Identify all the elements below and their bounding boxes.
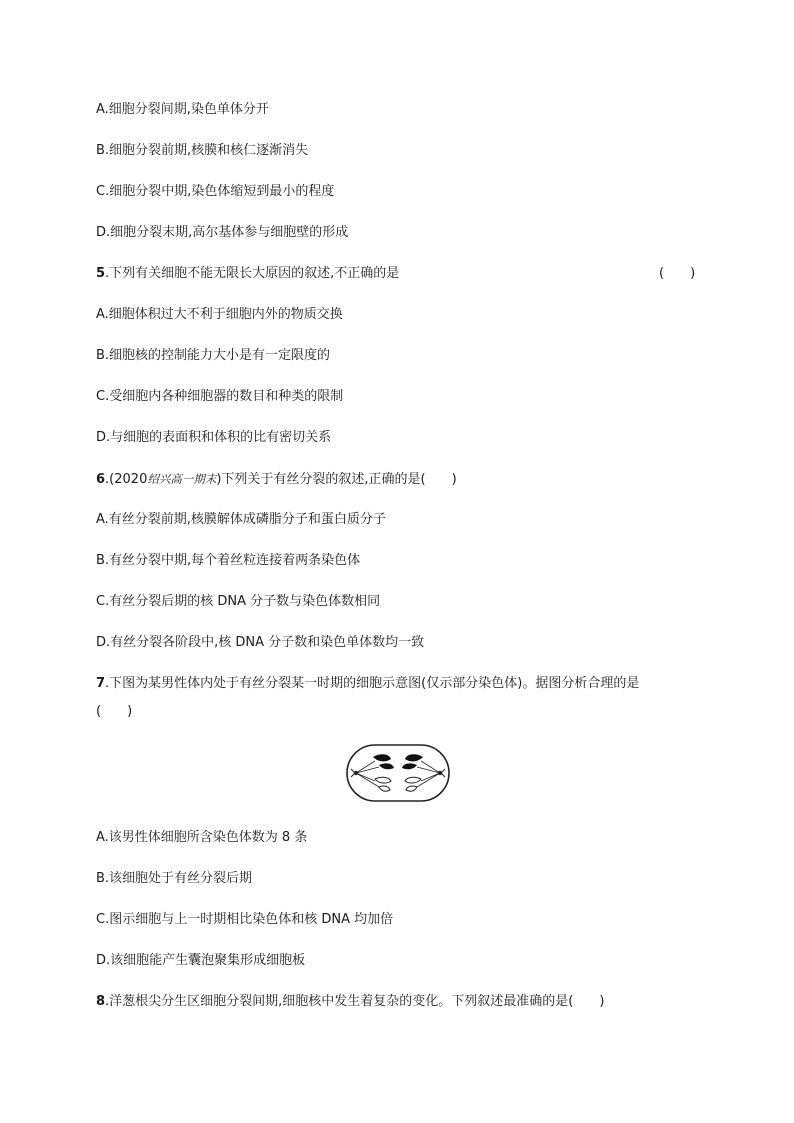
right-spindle bbox=[417, 761, 440, 787]
q5-number: 5 bbox=[96, 266, 106, 281]
left-light-chromosomes bbox=[375, 777, 391, 791]
q6-stem: )下列关于有丝分裂的叙述,正确的是( ) bbox=[216, 472, 457, 487]
q5-option-b: B.细胞核的控制能力大小是有一定限度的 bbox=[96, 348, 331, 363]
q6-option-b: B.有丝分裂中期,每个着丝粒连接着两条染色体 bbox=[96, 553, 361, 568]
q5-answer-bracket: ( ) bbox=[659, 266, 696, 281]
q7-number: 7 bbox=[96, 676, 106, 691]
q5-option-a: A.细胞体积过大不利于细胞内外的物质交换 bbox=[96, 307, 343, 322]
q6-source: 绍兴高一期末 bbox=[147, 472, 217, 486]
q6-option-d: D.有丝分裂各阶段中,核 DNA 分子数和染色单体数均一致 bbox=[96, 635, 425, 650]
q6-option-a: A.有丝分裂前期,核膜解体成磷脂分子和蛋白质分子 bbox=[96, 512, 386, 527]
right-dark-chromosomes bbox=[402, 754, 423, 769]
q8-stem-line bbox=[96, 993, 604, 1011]
q7-option-a: A.该男性体细胞所含染色体数为 8 条 bbox=[96, 830, 308, 845]
cell-mitosis-figure bbox=[345, 743, 451, 803]
q8-stem: .洋葱根尖分生区细胞分裂间期,细胞核中发生着复杂的变化。下列叙述最准确的是( ) bbox=[105, 994, 605, 1009]
q6-number: 6 bbox=[96, 472, 106, 487]
q4-option-a: A.细胞分裂间期,染色单体分开 bbox=[96, 102, 269, 117]
q5-option-c: C.受细胞内各种细胞器的数目和种类的限制 bbox=[96, 389, 344, 404]
q7-option-d: D.该细胞能产生囊泡聚集形成细胞板 bbox=[96, 953, 306, 968]
q8-number: 8 bbox=[96, 994, 106, 1009]
q4-option-d: D.细胞分裂末期,高尔基体参与细胞壁的形成 bbox=[96, 225, 349, 240]
cell-membrane bbox=[347, 745, 449, 801]
q6-stem-line bbox=[96, 470, 457, 489]
q7-stem-line bbox=[96, 675, 639, 693]
q5-stem-line bbox=[96, 265, 399, 283]
q4-option-b: B.细胞分裂前期,核膜和核仁逐渐消失 bbox=[96, 143, 309, 158]
right-light-chromosomes bbox=[405, 777, 421, 791]
q7-option-b: B.该细胞处于有丝分裂后期 bbox=[96, 871, 253, 886]
q4-option-c: C.细胞分裂中期,染色体缩短到最小的程度 bbox=[96, 184, 335, 199]
q5-stem: .下列有关细胞不能无限长大原因的叙述,不正确的是 bbox=[105, 266, 400, 281]
left-spindle bbox=[356, 761, 379, 787]
q7-answer-bracket: ( ) bbox=[96, 704, 133, 719]
right-centrosome bbox=[441, 769, 445, 777]
q7-stem: .下图为某男性体内处于有丝分裂某一时期的细胞示意图(仅示部分染色体)。据图分析合理的是 bbox=[105, 676, 640, 691]
q6-option-c: C.有丝分裂后期的核 DNA 分子数与染色体数相同 bbox=[96, 594, 381, 609]
q6-prefix: .(2020 bbox=[105, 472, 148, 487]
left-dark-chromosomes bbox=[373, 754, 394, 769]
q5-option-d: D.与细胞的表面积和体积的比有密切关系 bbox=[96, 430, 332, 445]
q7-option-c: C.图示细胞与上一时期相比染色体和核 DNA 均加倍 bbox=[96, 912, 394, 927]
